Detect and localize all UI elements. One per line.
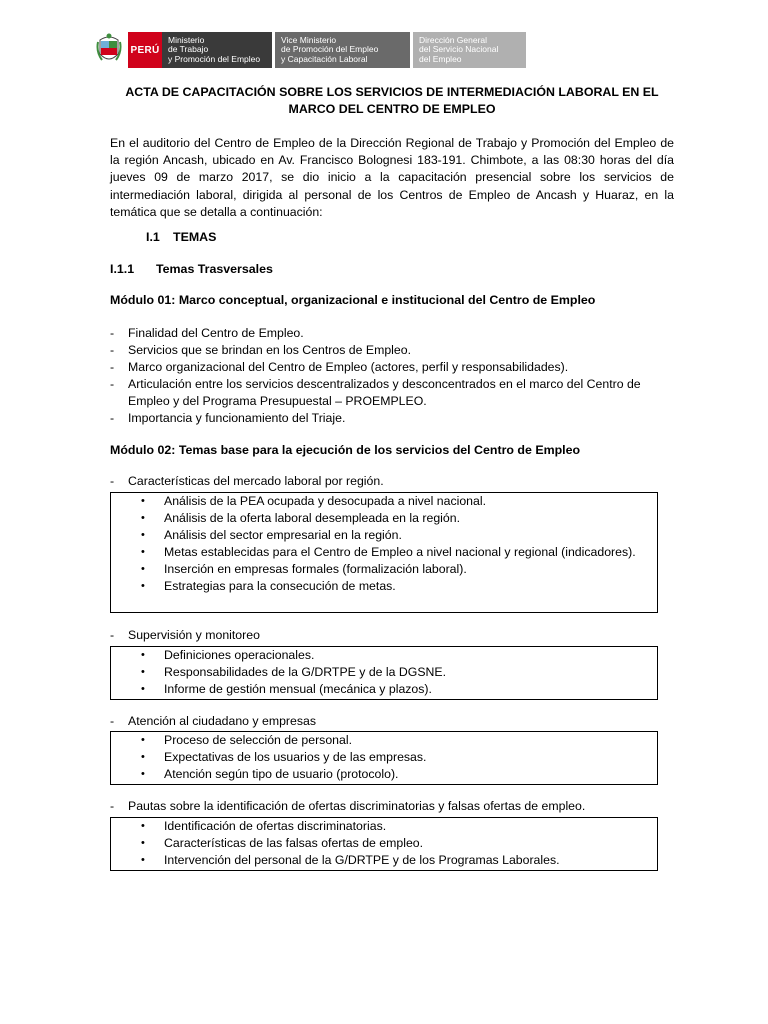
bullet-item: • Análisis de la oferta laboral desempleada en la región. xyxy=(111,510,657,527)
general-direction-label: Dirección General del Servicio Nacional del Empleo xyxy=(413,32,526,68)
module-01-list xyxy=(110,325,676,427)
peru-brand: PERÚ xyxy=(128,32,162,68)
bullet-item: • Análisis de la PEA ocupada y desocupada a nivel nacional. xyxy=(111,493,657,510)
bullet-item: • Intervención del personal de la G/DRTPE y de los Programas Laborales. xyxy=(111,852,657,869)
group-heading: - Supervisión y monitoreo xyxy=(110,628,260,642)
subsection-number: I.1.1 xyxy=(110,262,135,276)
bullet-item: • Estrategias para la consecución de metas. xyxy=(111,578,657,595)
group-heading: - Atención al ciudadano y empresas xyxy=(110,714,316,728)
list-item: - Articulación entre los servicios descentralizados y desconcentrados en el marco del Centro de Empleo y del Programa Presupuestal – PROEMPLEO. xyxy=(110,376,676,410)
bullet-item: • Definiciones operacionales. xyxy=(111,647,657,664)
bullet-item: • Atención según tipo de usuario (protocolo). xyxy=(111,766,657,783)
bullet-item: • Análisis del sector empresarial en la región. xyxy=(111,527,657,544)
subsection-heading xyxy=(110,262,273,276)
list-item: - Servicios que se brindan en los Centros de Empleo. xyxy=(110,342,676,359)
topics-box xyxy=(110,492,658,613)
bullet-item: • Metas establecidas para el Centro de Empleo a nivel nacional y regional (indicadores). xyxy=(111,544,657,561)
subsection-title: Temas Trasversales xyxy=(156,262,273,276)
list-item: - Importancia y funcionamiento del Triaje. xyxy=(110,410,676,427)
coat-of-arms-icon xyxy=(96,32,122,68)
list-item: - Marco organizacional del Centro de Empleo (actores, perfil y responsabilidades). xyxy=(110,359,676,376)
bullet-item: • Inserción en empresas formales (formalización laboral). xyxy=(111,561,657,578)
ministry-label: Ministerio de Trabajo y Promoción del Empleo xyxy=(162,32,272,68)
group-heading: - Características del mercado laboral por región. xyxy=(110,474,384,488)
intro-paragraph: En el auditorio del Centro de Empleo de la Dirección Regional de Trabajo y Promoción del Empleo de la región Ancash, ubicado en Av. Francisco Bolognesi 183-191. Chimbote, a las 08:30 horas del día jueves 09 de marzo 2017, se dio inicio a la capacitación presencial sobre los servicios de intermediación laboral, dirigida al personal de los Centros de Empleo de Ancash y Huaraz, en la temática que se detalla a continuación: xyxy=(110,136,674,219)
bullet-item: • Identificación de ofertas discriminatorias. xyxy=(111,818,657,835)
bullet-item: • Responsabilidades de la G/DRTPE y de la DGSNE. xyxy=(111,664,657,681)
bullet-item: • Informe de gestión mensual (mecánica y plazos). xyxy=(111,681,657,698)
group-heading: - Pautas sobre la identificación de ofertas discriminatorias y falsas ofertas de empleo. xyxy=(110,799,586,813)
list-item: - Finalidad del Centro de Empleo. xyxy=(110,325,676,342)
bullet-item: • Expectativas de los usuarios y de las empresas. xyxy=(111,749,657,766)
section-heading xyxy=(146,230,216,244)
section-number: I.1 xyxy=(146,230,160,244)
topics-box xyxy=(110,817,658,871)
topics-box xyxy=(110,731,658,785)
bullet-item: • Características de las falsas ofertas de empleo. xyxy=(111,835,657,852)
module-02-title: Módulo 02: Temas base para la ejecución de los servicios del Centro de Empleo xyxy=(110,443,581,457)
vice-ministry-label: Vice Ministerio de Promoción del Empleo y Capacitación Laboral xyxy=(275,32,410,68)
module-01-title: Módulo 01: Marco conceptual, organizacional e institucional del Centro de Empleo xyxy=(110,293,596,307)
topics-box xyxy=(110,646,658,700)
section-title: TEMAS xyxy=(173,230,217,244)
bullet-item: • Proceso de selección de personal. xyxy=(111,732,657,749)
letterhead xyxy=(96,32,526,68)
document-title: ACTA DE CAPACITACIÓN SOBRE LOS SERVICIOS DE INTERMEDIACIÓN LABORAL EN EL MARCO DEL CENTRO DE EMPLEO xyxy=(125,85,659,116)
